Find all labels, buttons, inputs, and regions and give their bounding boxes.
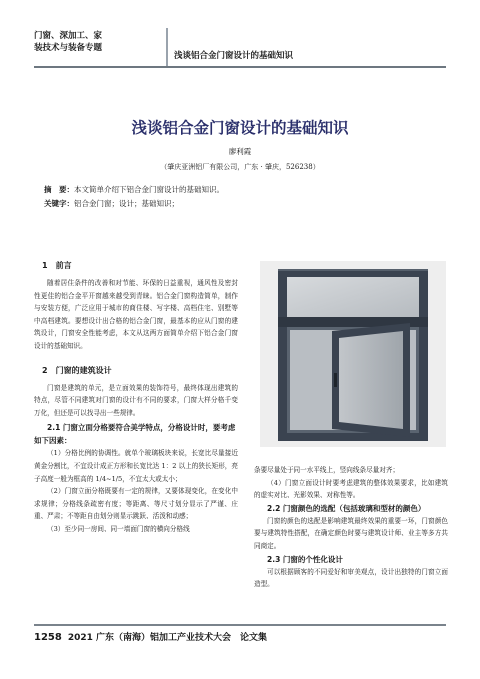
section-label-line1: 门窗、深加工、家 xyxy=(34,31,103,41)
section-2-3-heading: 2.3 门窗的个性化设计 xyxy=(267,554,343,564)
running-title: 浅谈铝合金门窗设计的基础知识 xyxy=(174,51,294,61)
header-rule xyxy=(34,66,446,68)
right-column xyxy=(254,464,448,591)
section-2-2-heading: 2.2 门窗颜色的选配（包括玻璃和型材的颜色） xyxy=(267,503,426,513)
page-number: 1258 xyxy=(34,632,62,643)
section-2-2-paragraph: 门窗的颜色的选配是影响建筑最终效果的重要一环，门窗颜色要与建筑特性搭配，在确定颜色时要与建筑设计师、业主等多方共同商定。 xyxy=(254,516,448,550)
section-label-line2: 装技术与装备专题 xyxy=(34,43,103,53)
page-footer xyxy=(34,630,267,643)
author-affiliation: （肇庆亚洲铝厂有限公司，广东 · 肇庆，526238） xyxy=(160,163,320,171)
section-2-1-item-2: （2）门窗立面分格既要有一定的规律，又要体现变化，在变化中求规律；分格线条疏密有度；等距离、等尺寸划分显示了严谨、庄重、严肃；不等距自由划分则显示跳跃、活泼和动感； xyxy=(34,487,238,521)
section-1-paragraph: 随着居住条件的改善和对节能、环保的日益重视，通风性及密封性更佳的铝合金平开窗越来越受到青睐。铝合金门窗构造简单，制作与安装方便，广泛应用于城市的商住楼、写字楼、高档住宅、别墅等中高档建筑。要想设计出合格的铝合金门窗，最基本的应从门窗的建筑设计，门窗安全性能考虑，本文从这两方面简单介绍下铝合金门窗设计的基础知识。 xyxy=(34,279,238,350)
section-2-1-item-4: （4）门窗立面设计时要考虑建筑的整体效果要求，比如建筑的虚实对比、光影效果、对称性等。 xyxy=(254,478,448,500)
aluminum-casement-window-photo-icon xyxy=(260,261,446,447)
section-2-1-heading: 2.1 门窗立面分格要符合美学特点，分格设计时，要考虑如下因素： xyxy=(34,423,236,446)
section-2-1-item-1: （1）分格比例的协调性。就单个玻璃板块来说，长宽比尽量接近黄金分割比，不宜设计成正方形和长宽比达 1：2 以上的狭长矩形，亮子高度一般为框高的 1/4~1/5，不宜太大或太小； xyxy=(34,449,238,483)
author-name: 廖利霞 xyxy=(228,147,252,156)
section-2-heading: 2 门窗的建筑设计 xyxy=(42,365,112,375)
footer-rule xyxy=(34,624,446,626)
journal-section-label xyxy=(34,30,162,54)
section-2-paragraph: 门窗是建筑的单元，是立面效果的装饰符号，最终体现出建筑的特点，尽管不同建筑对门窗的设计有不同的要求，门窗大样分格千变万化，但还是可以找寻出一些规律。 xyxy=(34,383,238,417)
section-1-heading: 1 前言 xyxy=(42,261,72,270)
abstract-text: 本文简单介绍下铝合金门窗设计的基础知识。 xyxy=(74,185,224,194)
abstract xyxy=(44,184,224,195)
section-2-1-item-3: （3）至少同一房间、同一墙面门窗的横向分格线 xyxy=(47,524,190,533)
running-header xyxy=(34,28,446,66)
continued-paragraph: 条要尽量处于同一水平线上，竖向线条尽量对齐； xyxy=(254,466,400,474)
header-divider xyxy=(166,28,168,66)
left-column xyxy=(34,260,238,536)
article-title: 浅谈铝合金门窗设计的基础知识 xyxy=(131,119,349,137)
keywords-label: 关键字： xyxy=(44,199,74,208)
proceedings-title: 2021 广东（南海）铝加工产业技术大会 论文集 xyxy=(67,633,268,643)
keywords-text: 铝合金门窗；设计；基础知识； xyxy=(74,199,179,208)
window-photo xyxy=(260,261,446,447)
section-2-3-paragraph: 可以根据顾客的不同爱好和审美观点，设计出独特的门窗立面造型。 xyxy=(254,567,448,589)
abstract-label: 摘 要： xyxy=(44,185,74,194)
keywords xyxy=(44,198,179,209)
